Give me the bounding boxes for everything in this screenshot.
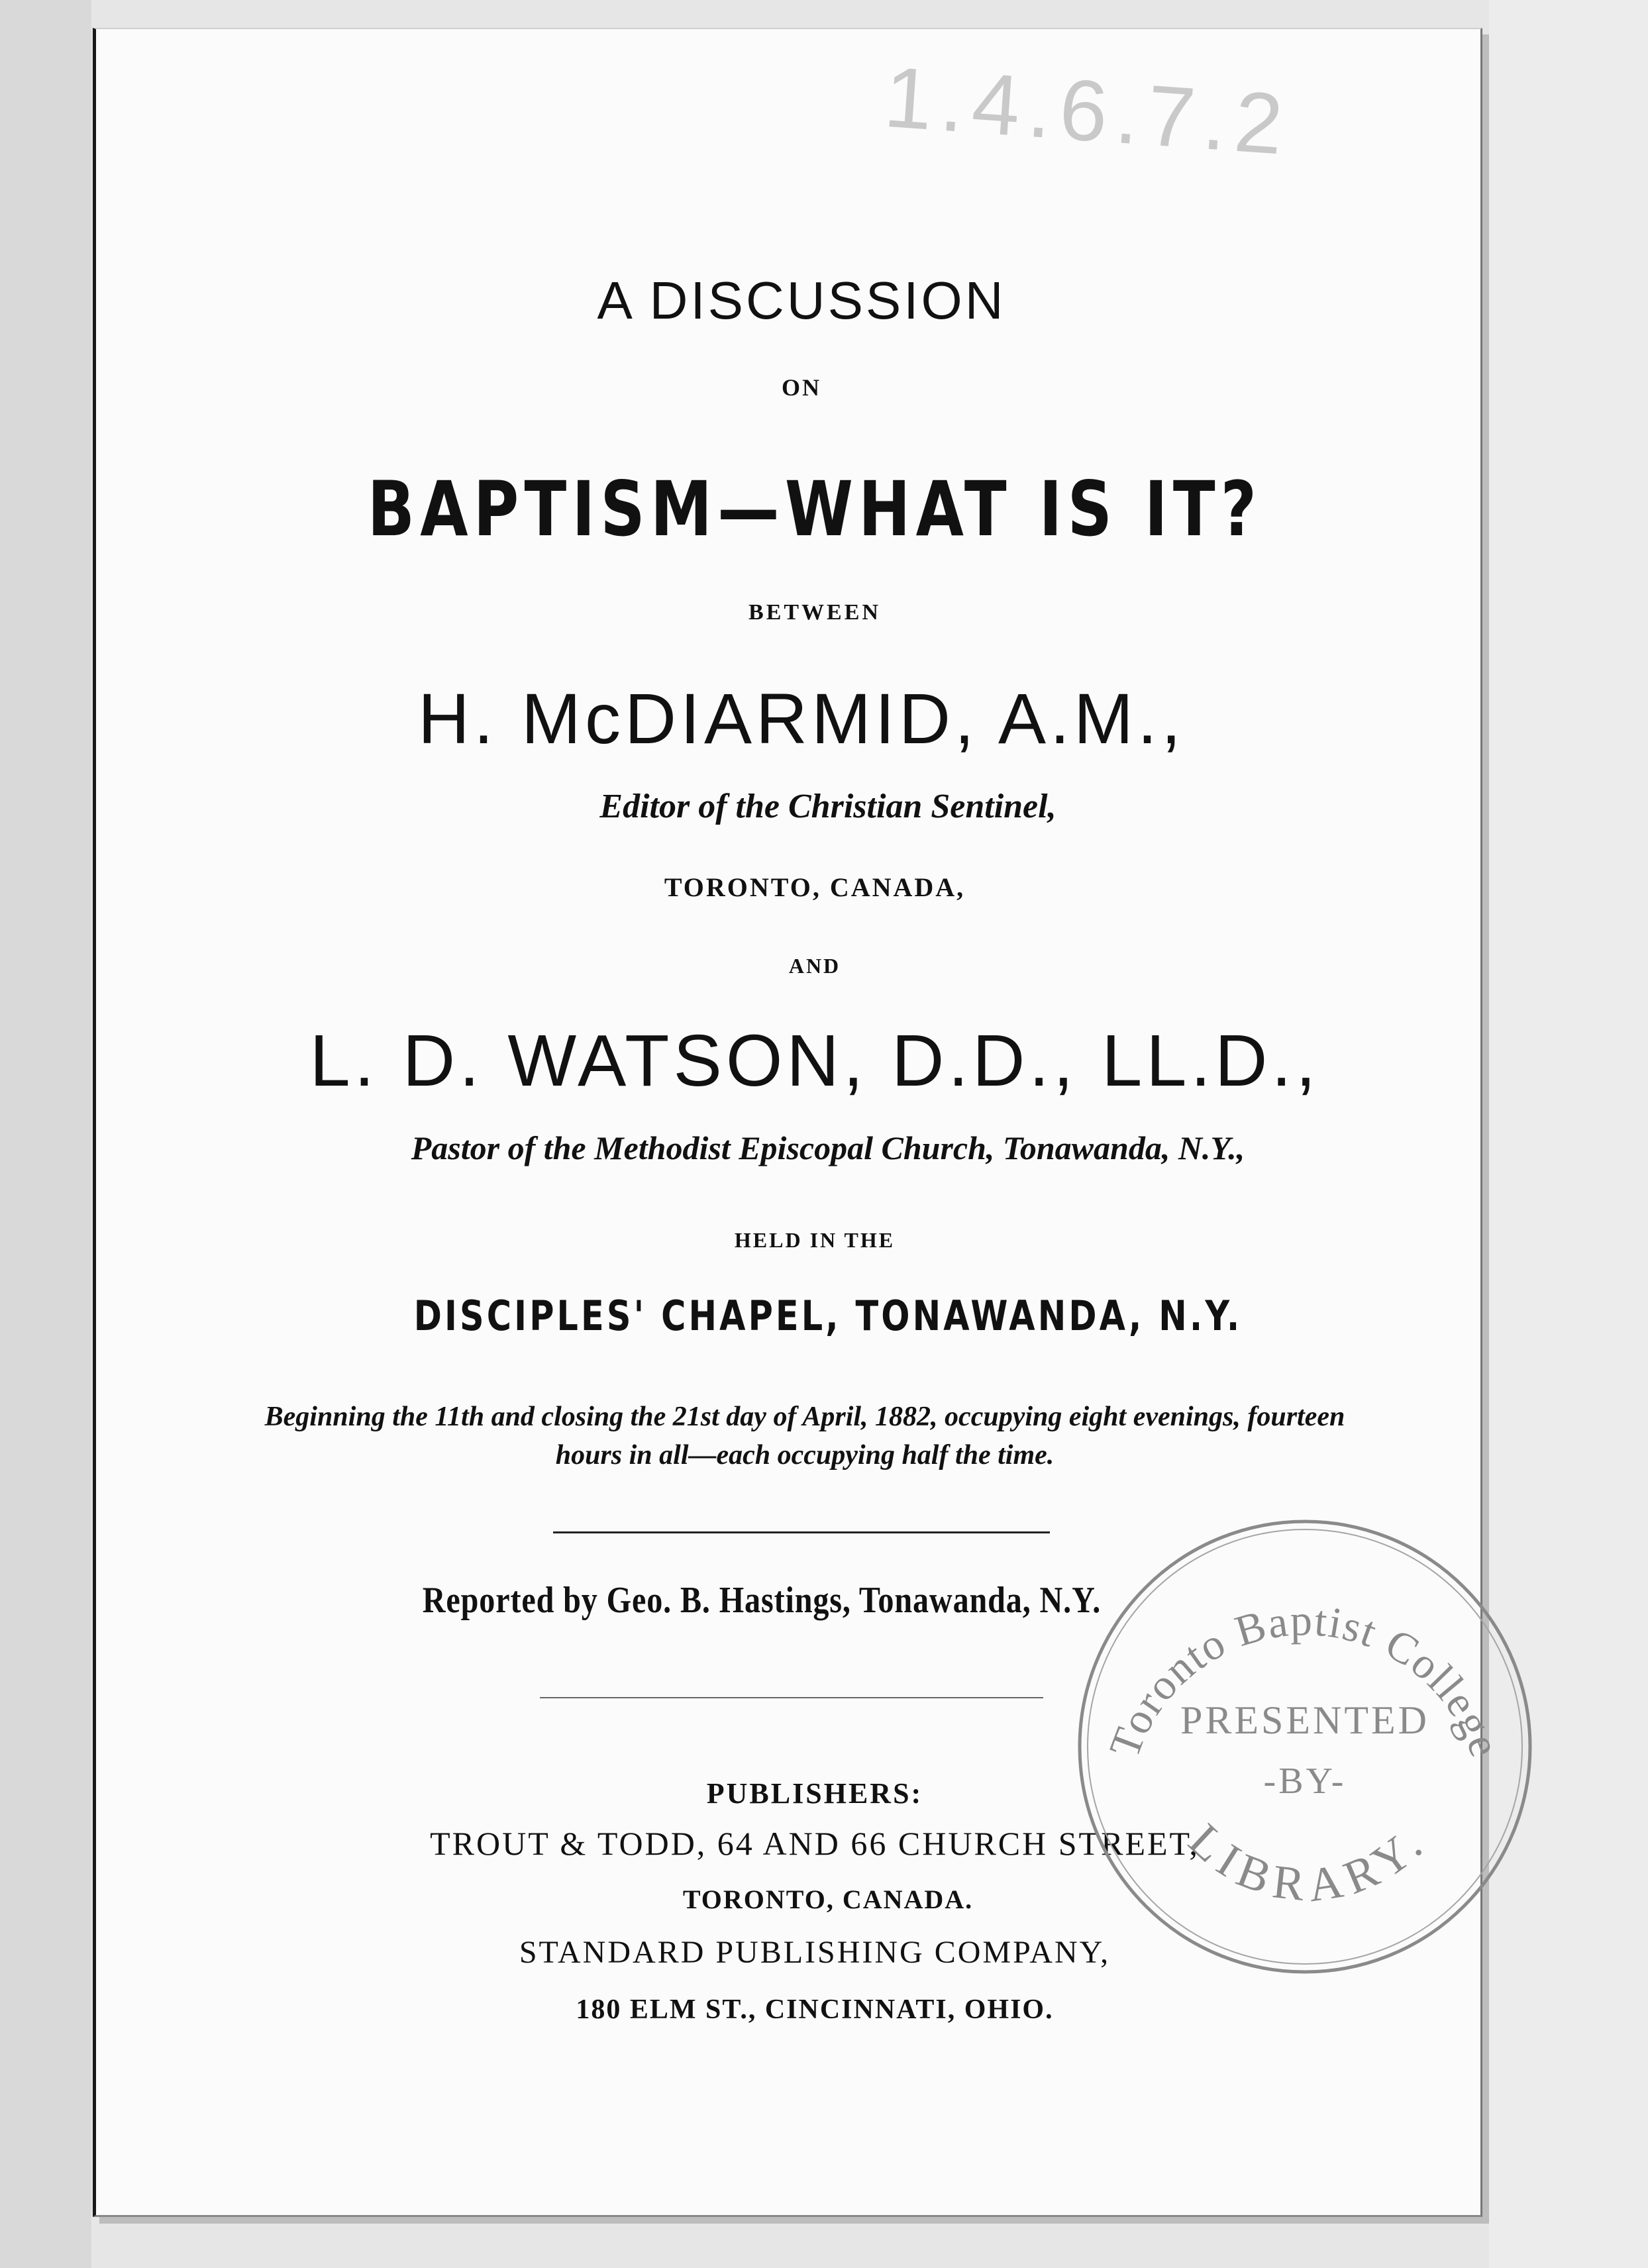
title-line-1: A DISCUSSION (597, 271, 1006, 330)
handwritten-note: 1.4.6.7.2 (881, 48, 1294, 174)
stamp-by: -BY- (1263, 1761, 1347, 1802)
author1-location: TORONTO, CANADA, (664, 872, 966, 902)
author2-role: Pastor of the Methodist Episcopal Church, Tonawanda, N.Y., (411, 1129, 1245, 1166)
schedule-text: Beginning the 11th and closing the 21st day of April, 1882, occupying eight evenings, fourteen hours in all—each occupying half the time. (264, 1402, 1345, 1470)
reported-by: Reported by Geo. B. Hastings, Tonawanda, N.Y. (422, 1580, 1102, 1621)
between-label: BETWEEN (748, 600, 881, 625)
divider-rule-top (553, 1531, 1050, 1533)
author1-name: H. McDIARMID, A.M., (417, 678, 1186, 758)
stamp-arc-top: Toronto Baptist College (1100, 1596, 1510, 1764)
main-title: BAPTISM—WHAT IS IT? (367, 465, 1262, 553)
publisher2-address: 180 ELM ST., CINCINNATI, OHIO. (576, 1994, 1054, 2025)
stamp-presented: PRESENTED (1180, 1698, 1430, 1742)
held-label: HELD IN THE (734, 1228, 896, 1252)
scan-left-margin (0, 0, 91, 2268)
publisher1-city: TORONTO, CANADA. (682, 1884, 974, 1914)
venue: DISCIPLES' CHAPEL, TONAWANDA, N.Y. (413, 1292, 1243, 1340)
title-line-2: ON (782, 374, 821, 401)
stamp-arc-bottom: LIBRARY. (1178, 1813, 1438, 1912)
and-label: AND (788, 954, 841, 978)
author2-name: L. D. WATSON, D.D., LL.D., (309, 1020, 1320, 1102)
publishers-label: PUBLISHERS: (706, 1777, 923, 1810)
divider-rule-bottom (540, 1697, 1043, 1698)
author1-role: Editor of the Christian Sentinel, (599, 788, 1056, 825)
publisher2-name: STANDARD PUBLISHING COMPANY, (519, 1935, 1111, 1970)
title-page (93, 28, 1510, 2217)
library-stamp (1070, 1512, 1540, 1982)
publisher1-address: TROUT & TODD, 64 AND 66 CHURCH STREET, (430, 1825, 1200, 1862)
